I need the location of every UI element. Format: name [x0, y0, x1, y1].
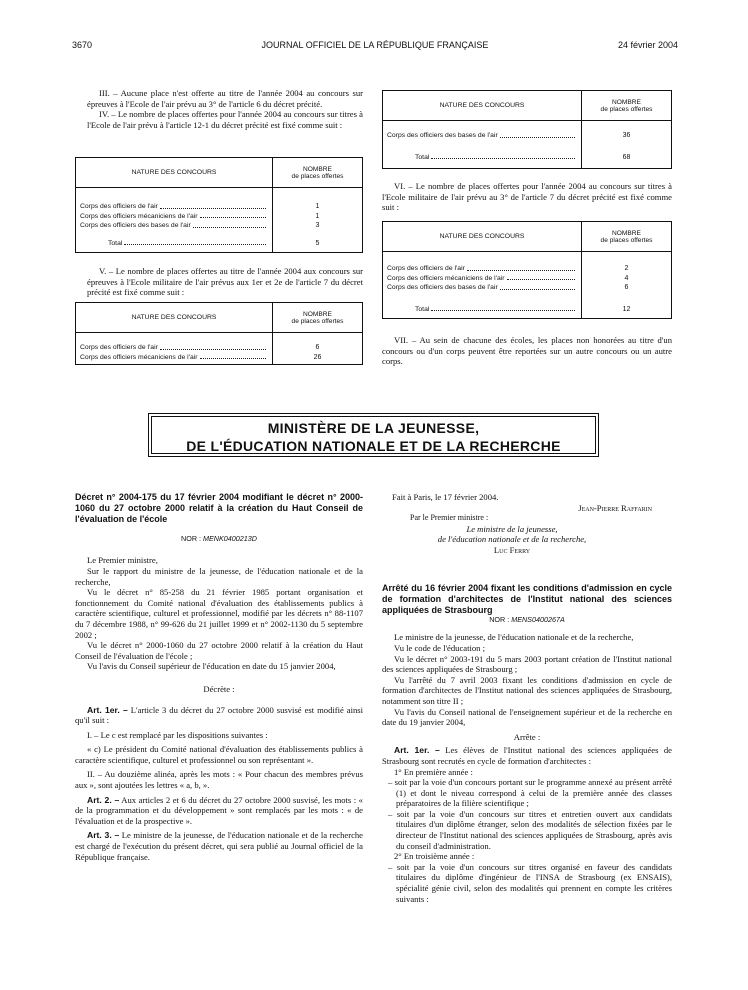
- table-body-values: 6 26: [273, 333, 363, 365]
- decret-paragraph: Vu l'avis du Conseil supérieur de l'éducation en date du 15 janvier 2004,: [87, 661, 336, 672]
- decret-article-1-ii: II. – Au douzième alinéa, après les mots : « Pour chacun des membres prévus aux », sont ajoutées les lettres « a, b, ».: [75, 769, 363, 791]
- table-total-row: Total: [387, 153, 577, 163]
- arrete-nor: NOR : MENS0400267A: [489, 615, 565, 625]
- table-header-nombre: NOMBRE de places offertes: [582, 91, 672, 121]
- decret-intro: Le Premier ministre,: [87, 555, 158, 566]
- decret-article-1-i: I. – Le c est remplacé par les dispositions suivantes :: [87, 729, 268, 740]
- minister-title-line2: de l'éducation nationale et de la recherche,: [437, 534, 587, 545]
- table-row: Corps des officiers mécaniciens de l'air: [387, 274, 577, 284]
- journal-title: JOURNAL OFFICIEL DE LA RÉPUBLIQUE FRANÇAISE: [261, 40, 489, 50]
- decret-section: [75, 492, 363, 862]
- arrete-paragraph: Vu le décret n° 2003-191 du 5 mars 2003 portant création de l'Institut national des sciences appliquées de Strasbourg ;: [382, 653, 672, 675]
- arrete-title: Arrêté du 16 février 2004 fixant les conditions d'admission en cycle de formation d'architectes de l'Institut national des sciences appliquées de Strasbourg: [382, 583, 672, 615]
- arrete-year-1: 1° En première année :: [394, 766, 473, 777]
- par-le-premier-ministre: Par le Premier ministre :: [410, 513, 489, 523]
- table-concours-sur-titres: [382, 221, 672, 319]
- arrete-arrete: Arrête :: [513, 731, 541, 742]
- table-row: Corps des officiers de l'air: [387, 264, 577, 274]
- arrete-year-3: 2° En troisième année :: [394, 851, 475, 862]
- table-row: Corps des officiers des bases de l'air: [387, 283, 577, 293]
- table-row: Corps des officiers de l'air: [80, 343, 268, 353]
- paragraph-vii-block: [382, 335, 672, 367]
- arrete-dash-item: – soit par la voie d'un concours sur titres organisé en faveur des candidats titulaires du diplôme d'ingénieur de l'INSA de Strasbourg (ex ENSAIS), spécialité génie civil, selon des modalités qui prennent en compte les critères suivants :: [388, 861, 672, 904]
- table-row: Corps des officiers mécaniciens de l'air: [80, 212, 268, 222]
- paragraph-iv: IV. – Le nombre de places offertes pour l'année 2004 au concours sur titres à l'Ecole de l'air prévu à l'article 12-1 du décret précité est fixé comme suit :: [87, 109, 363, 130]
- arrete-paragraph: Vu l'avis du Conseil national de l'enseignement supérieur et de la recherche en date du 19 janvier 2004,: [382, 706, 672, 728]
- ministry-name-line1: MINISTÈRE DE LA JEUNESSE,: [267, 420, 480, 436]
- decret-title: Décret n° 2004-175 du 17 février 2004 modifiant le décret n° 2000-1060 du 27 octobre 2000 relatif à la création du Haut Conseil de l'évaluation de l'école: [75, 492, 363, 524]
- table-row: Corps des officiers des bases de l'air: [387, 131, 577, 141]
- decret-article-1: Art. 1er. – L'article 3 du décret du 27 octobre 2000 susvisé est modifié ainsi qu'il suit :: [75, 704, 364, 726]
- table-concours-ecole-militaire: [75, 302, 363, 365]
- paragraph-iii: III. – Aucune place n'est offerte au titre de l'année 2004 au concours sur épreuves à l'Ecole de l'air prévu au 3° de l'article 6 du décret précité.: [87, 88, 363, 109]
- table-body-labels: [76, 188, 273, 253]
- table-body-labels: [383, 252, 582, 319]
- paragraph-v: V. – Le nombre de places offertes au titre de l'année 2004 aux concours sur épreuves à l'Ecole militaire de l'air prévus aux 1er et 2e de l'article 7 du décret précité est fixé comme suit :: [87, 266, 363, 298]
- table-header-nature: NATURE DES CONCOURS: [383, 91, 582, 121]
- signer-name: Jean-Pierre Raffarin: [578, 502, 652, 513]
- table-body-values: 36 68: [582, 121, 672, 169]
- paragraph-vii: VII. – Au sein de chacune des écoles, les places non honorées au titre d'un concours ou d'un corps peuvent être reportées sur un autre concours ou un autre corps.: [382, 335, 672, 367]
- fait-a-paris: Fait à Paris, le 17 février 2004.: [392, 492, 499, 502]
- table-total-row: Total: [80, 239, 268, 249]
- page-number: 3670: [72, 40, 93, 50]
- table-header-nature: NATURE DES CONCOURS: [76, 303, 273, 333]
- table-total-row: Total: [387, 305, 577, 315]
- decret-article-1-c: « c) Le président du Comité national d'évaluation des établissements publics à caractère scientifique, culturel et professionnel ou son représentant ».: [75, 744, 363, 765]
- decret-nor: NOR : MENK0400213D: [181, 534, 257, 544]
- table-row: Corps des officiers des bases de l'air: [80, 221, 268, 231]
- table-body-labels: [76, 333, 273, 365]
- table-concours-continued: [382, 90, 672, 169]
- table-header-nature: NATURE DES CONCOURS: [76, 158, 273, 188]
- arrete-paragraph: Vu l'arrêté du 7 avril 2003 fixant les conditions d'admission en cycle de formation d'architectes de l'Institut national des sciences appliquées de Strasbourg, notamment son titre II ;: [382, 674, 672, 706]
- table-header-nature: NATURE DES CONCOURS: [383, 222, 582, 252]
- table-body-values: 2 4 6 12: [582, 252, 672, 319]
- arrete-paragraph: Le ministre de la jeunesse, de l'éducation nationale et de la recherche,: [394, 632, 634, 643]
- publication-date: 24 février 2004: [617, 40, 678, 50]
- paragraph-vi-block: [382, 181, 672, 213]
- table-body-labels: [383, 121, 582, 169]
- table-concours-ecole-air: [75, 157, 363, 253]
- table-header-nombre: NOMBRE de places offertes: [273, 303, 363, 333]
- table-body-values: 1 1 3 5: [273, 188, 363, 253]
- decret-article-3: Art. 3. – Le ministre de la jeunesse, de l'éducation nationale et de la recherche est chargé de l'exécution du présent décret, qui sera publié au Journal officiel de la République française.: [75, 830, 363, 862]
- ministry-banner: [148, 413, 599, 457]
- signature-block: [382, 492, 672, 556]
- decret-article-2: Art. 2. – Aux articles 2 et 6 du décret du 27 octobre 2000 susvisé, les mots : « de la programmation et du développement » sont remplacés par les mots : « de l'évaluation et de la prospective ».: [75, 794, 363, 826]
- arrete-dash-item: – soit par la voie d'un concours portant sur le programme annexé au présent arrêté (1) et dont le niveau correspond à celui de la première année des classes préparatoires de la filière scientifique ;: [388, 777, 672, 809]
- arrete-article-1: Art. 1er. – Les élèves de l'Institut national des sciences appliquées de Strasbourg sont recrutés en cycle de formation d'architectes :: [382, 745, 672, 766]
- ministry-name-line2: DE L'ÉDUCATION NATIONALE ET DE LA RECHERCHE: [186, 438, 561, 454]
- arrete-dash-item: – soit par la voie d'un concours sur titres et entretien ouvert aux candidats titulaires d'un diplôme étranger, selon des modalités de sélection fixées par le directeur de l'Institut national des sciences appliquées de Strasbourg, après avis du conseil d'administration.: [388, 808, 672, 851]
- page-header: [72, 40, 678, 54]
- paragraph-v-block: [87, 266, 363, 298]
- left-top-column: [87, 88, 363, 130]
- table-header-nombre: NOMBRE de places offertes: [273, 158, 363, 188]
- decret-decrete: Décrète :: [203, 683, 235, 694]
- decret-paragraph: Vu le décret n° 2000-1060 du 27 octobre 2000 relatif à la création du Haut Conseil de l'évaluation de l'école ;: [75, 640, 363, 661]
- decret-paragraph: Vu le décret n° 85-258 du 21 février 1985 portant organisation et fonctionnement du Comité national d'évaluation des établissements publics à caractère scientifique, culturel et professionnel, modifié par les décrets n° 88-1107 du 7 décembre 1988, n° 99-626 du 21 juillet 1999 et n° 2002-1130 du 5 septembre 2002 ;: [75, 587, 363, 640]
- table-row: Corps des officiers de l'air: [80, 202, 268, 212]
- arrete-paragraph: Vu le code de l'éducation ;: [394, 642, 485, 653]
- minister-title-line1: Le ministre de la jeunesse,: [466, 523, 558, 534]
- minister-name: Luc Ferry: [493, 544, 531, 555]
- table-header-nombre: NOMBRE de places offertes: [582, 222, 672, 252]
- paragraph-vi: VI. – Le nombre de places offertes pour l'année 2004 au concours sur titres à l'Ecole militaire de l'air prévu au 3° de l'article 7 du décret précité est fixé comme suit :: [382, 181, 672, 213]
- decret-paragraph: Sur le rapport du ministre de la jeunesse, de l'éducation nationale et de la recherche,: [75, 565, 363, 587]
- arrete-section: [382, 583, 672, 904]
- table-row: Corps des officiers mécaniciens de l'air: [80, 353, 268, 363]
